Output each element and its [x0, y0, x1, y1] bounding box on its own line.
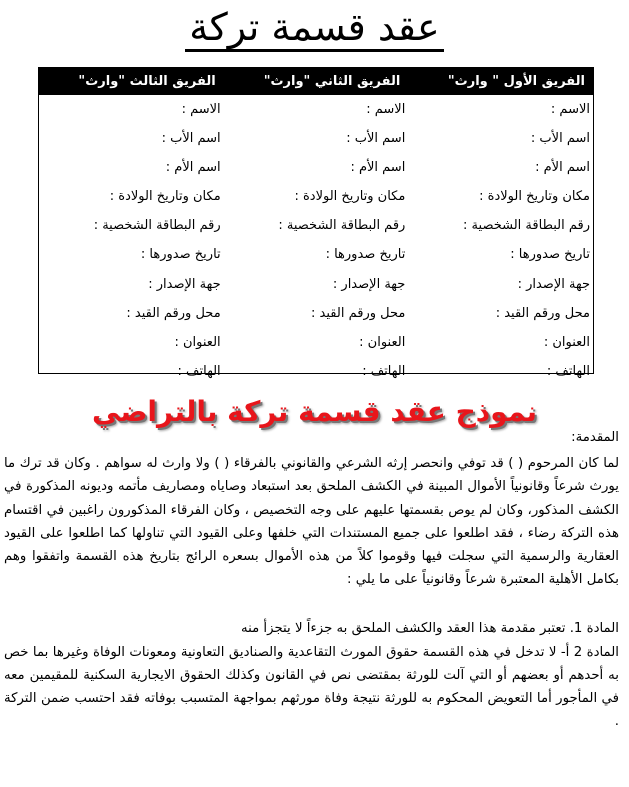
heirs-table: [38, 67, 594, 379]
field-label: اسم الأم :: [350, 160, 406, 176]
article-2: المادة 2 أ- لا تدخل في هذه القسمة حقوق المورث التقاعدية والصناديق التعاونية ومعونات الوفاة وغيرها بما خص به أحدهم أو بعضهم أو التي آلت للورثة بمقتضى نص في القانون وكذلك الحقوق الايجارية السكنية للمقيمين معه في المأجور أما التعويض المحكوم به للورثة نتيجة وفاة مورثهم بمواجهة المتسبب بوفاته فقد احتسب ضمن التركة .: [4, 644, 619, 730]
field-label: العنوان :: [174, 334, 221, 350]
header-party-1: الفريق الأول " وارث": [447, 74, 585, 89]
field-label: جهة الإصدار :: [148, 276, 221, 292]
field-label: تاريخ صدورها :: [510, 247, 590, 263]
field-label: جهة الإصدار :: [517, 276, 590, 292]
party-3-column: [39, 95, 224, 386]
field-label: اسم الأب :: [530, 131, 590, 147]
field-label: رقم البطاقة الشخصية :: [278, 218, 406, 234]
field-label: الهاتف :: [177, 363, 221, 379]
heirs-table-body: [39, 95, 593, 386]
form-subtitle: نموذج عقد قسمة تركة بالتراضي: [92, 395, 537, 428]
field-label: مكان وتاريخ الولادة :: [294, 189, 406, 205]
field-label: رقم البطاقة الشخصية :: [463, 218, 590, 234]
field-label: الهاتف :: [362, 363, 406, 379]
field-label: اسم الأم :: [165, 160, 221, 176]
field-label: رقم البطاقة الشخصية :: [93, 218, 221, 234]
contract-body: [4, 426, 619, 733]
field-label: محل ورقم القيد :: [311, 305, 406, 321]
party-1-column: [408, 95, 593, 386]
party-2-column: [224, 95, 409, 386]
field-label: جهة الإصدار :: [332, 276, 406, 292]
contract-title: عقد قسمة تركة: [0, 2, 629, 52]
field-label: الاسم :: [550, 102, 590, 117]
article-1: المادة 1. تعتبر مقدمة هذا العقد والكشف الملحق به جزءاً لا يتجزأ منه: [240, 621, 619, 637]
field-label: العنوان :: [359, 334, 406, 350]
intro-label: المقدمة:: [571, 430, 619, 445]
field-label: تاريخ صدورها :: [325, 247, 406, 263]
header-party-2: الفريق الثاني "وارث": [263, 74, 401, 89]
field-label: اسم الأب :: [346, 131, 406, 147]
field-label: مكان وتاريخ الولادة :: [109, 189, 221, 205]
header-party-3: الفريق الثالث "وارث": [78, 74, 216, 89]
field-label: الهاتف :: [546, 363, 590, 379]
field-label: مكان وتاريخ الولادة :: [479, 189, 590, 205]
field-label: العنوان :: [543, 334, 590, 350]
heirs-table-header: [39, 68, 593, 95]
field-label: الاسم :: [366, 102, 406, 117]
field-label: تاريخ صدورها :: [140, 247, 221, 263]
field-label: محل ورقم القيد :: [495, 305, 590, 321]
intro-paragraph: لما كان المرحوم ( ) قد توفي وانحصر إرثه الشرعي والقانوني بالفرقاء ( ) ولا وارث له سواهم . وكان قد ترك ما يورث شرعاً وقانونياً الأموال المبينة في الكشف الملحق بعد استبعاد وصاياه ومصاريف مأتمه وديونه المذكورة في الكشف المذكور، وكان لم يوص بقسمتها عليهم على وجه التخصيص ، وكان الفرقاء المذكورون راغبين في اقتسام هذه التركة رضاء ، فقد اطلعوا على جميع المستندات التي خلفها وعلى القيود التي تناولها كما اطلعوا على القيود العقارية والرسمية التي سجلت فيها وقوموا كلاً من هذه الأموال بسعره الرائج بتاريخ هذه القسمة واتفقوا وهم بكامل الأهلية المعتبرة شرعاً وقانونياً على ما يلي :: [4, 456, 619, 588]
field-label: الاسم :: [181, 102, 221, 117]
field-label: اسم الأم :: [535, 160, 590, 176]
field-label: اسم الأب :: [161, 131, 221, 147]
field-label: محل ورقم القيد :: [126, 305, 221, 321]
